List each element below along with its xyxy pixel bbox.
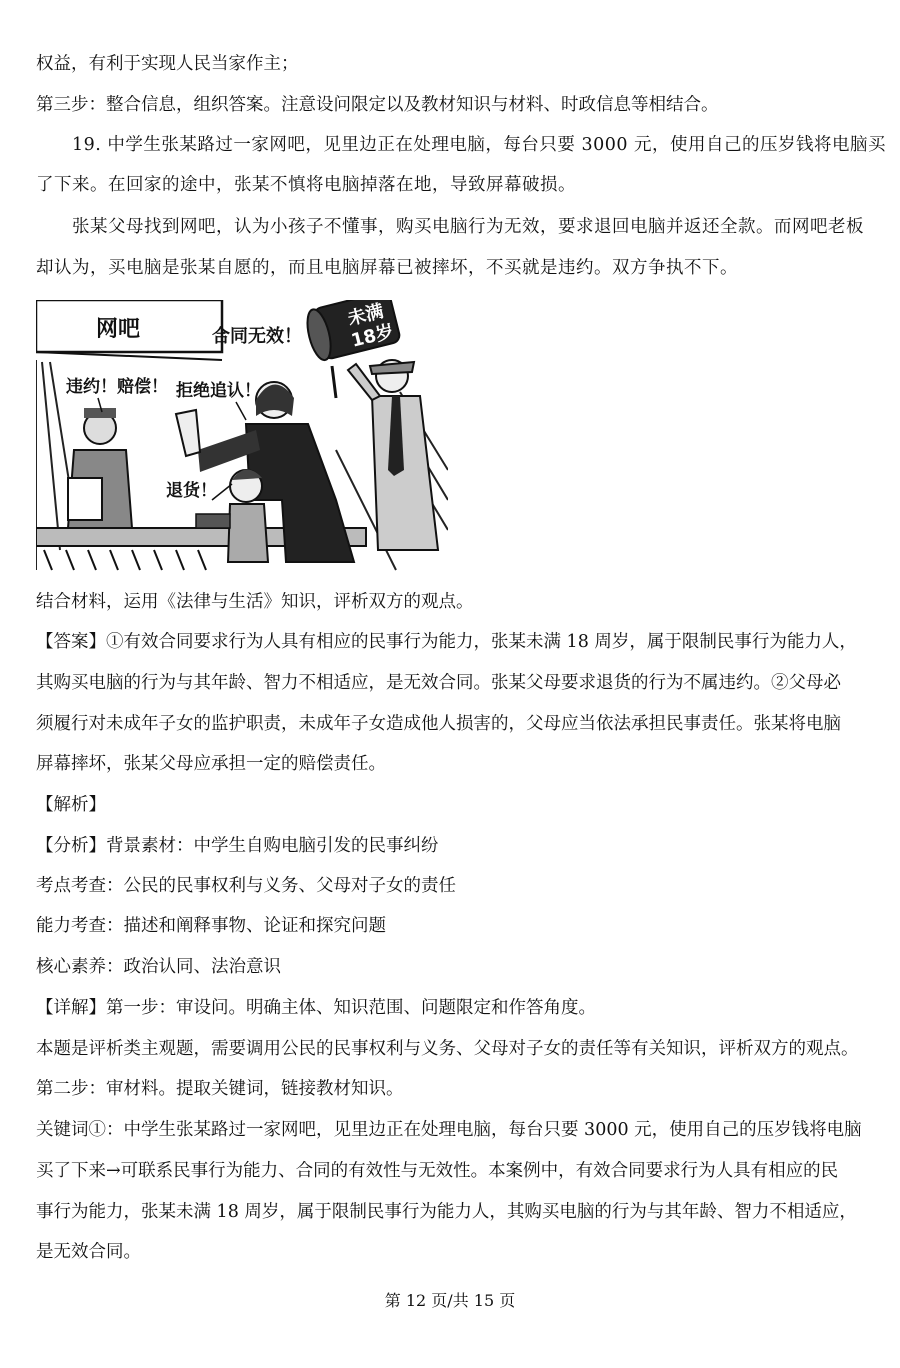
cartoon-illustration	[36, 300, 448, 578]
analysis-text: 核心素养：政治认同、法治意识	[36, 957, 281, 977]
answer-text: 须履行对未成年子女的监护职责，未成年子女造成他人损害的，父母应当依法承担民事责任。张某将电脑	[36, 714, 841, 734]
question-task: 结合材料，运用《法律与生活》知识，评析双方的观点。	[36, 592, 474, 612]
analysis-text: 【分析】背景素材：中学生自购电脑引发的民事纠纷	[36, 836, 439, 856]
answer-text: 屏幕摔坏，张某父母应承担一定的赔偿责任。	[36, 754, 386, 774]
analysis-heading: 【解析】	[36, 795, 106, 815]
speech-contract-invalid: 合同无效！	[212, 326, 302, 347]
detail-text: 【详解】第一步：审设问。明确主体、知识范围、问题限定和作答角度。	[36, 998, 596, 1018]
speech-return-goods: 退货！	[166, 481, 217, 501]
question-19-text: 却认为，买电脑是张某自愿的，而且电脑屏幕已被摔坏，不买就是违约。双方争执不下。	[36, 258, 738, 278]
detail-text: 本题是评析类主观题，需要调用公民的民事权利与义务、父母对子女的责任等有关知识，评析双方的观点。	[36, 1039, 859, 1059]
cartoon-sign-text: 网吧	[96, 317, 141, 342]
detail-text: 买了下来→可联系民事行为能力、合同的有效性与无效性。本案例中，有效合同要求行为人具有相应的民	[36, 1161, 839, 1181]
detail-text: 是无效合同。	[36, 1242, 141, 1262]
banner-line-1: 未满	[345, 300, 386, 330]
answer-text: 【答案】①有效合同要求行为人具有相应的民事行为能力，张某未满 18 周岁，属于限制民事行为能力人，	[36, 632, 857, 652]
answer-text: 其购买电脑的行为与其年龄、智力不相适应，是无效合同。张某父母要求退货的行为不属违约。②父母必	[36, 673, 841, 693]
detail-text: 关键词①：中学生张某路过一家网吧，见里边正在处理电脑，每台只要 3000 元，使用自己的压岁钱将电脑	[36, 1120, 862, 1140]
analysis-text: 能力考查：描述和阐释事物、论证和探究问题	[36, 916, 386, 936]
question-19-text: 19. 中学生张某路过一家网吧，见里边正在处理电脑，每台只要 3000 元，使用自己的压岁钱将电脑买	[72, 135, 887, 155]
banner-line-2: 18岁	[349, 320, 397, 352]
detail-text: 事行为能力，张某未满 18 周岁，属于限制民事行为能力人，其购买电脑的行为与其年龄、智力不相适应，	[36, 1202, 857, 1222]
analysis-text: 考点考查：公民的民事权利与义务、父母对子女的责任	[36, 876, 456, 896]
text-line: 第三步：整合信息，组织答案。注意设问限定以及教材知识与材料、时政信息等相结合。	[36, 95, 719, 115]
question-19-text: 张某父母找到网吧，认为小孩子不懂事，购买电脑行为无效，要求退回电脑并返还全款。而网吧老板	[72, 217, 864, 237]
detail-text: 第二步：审材料。提取关键词，链接教材知识。	[36, 1079, 404, 1099]
speech-breach-compensation: 违约！赔偿！	[66, 377, 168, 397]
text-line: 权益，有利于实现人民当家作主；	[36, 54, 299, 74]
question-19-text: 了下来。在回家的途中，张某不慎将电脑掉落在地，导致屏幕破损。	[36, 175, 576, 195]
speech-refuse-ratification: 拒绝追认！	[176, 381, 261, 401]
page-footer: 第 12 页/共 15 页	[384, 1291, 516, 1310]
